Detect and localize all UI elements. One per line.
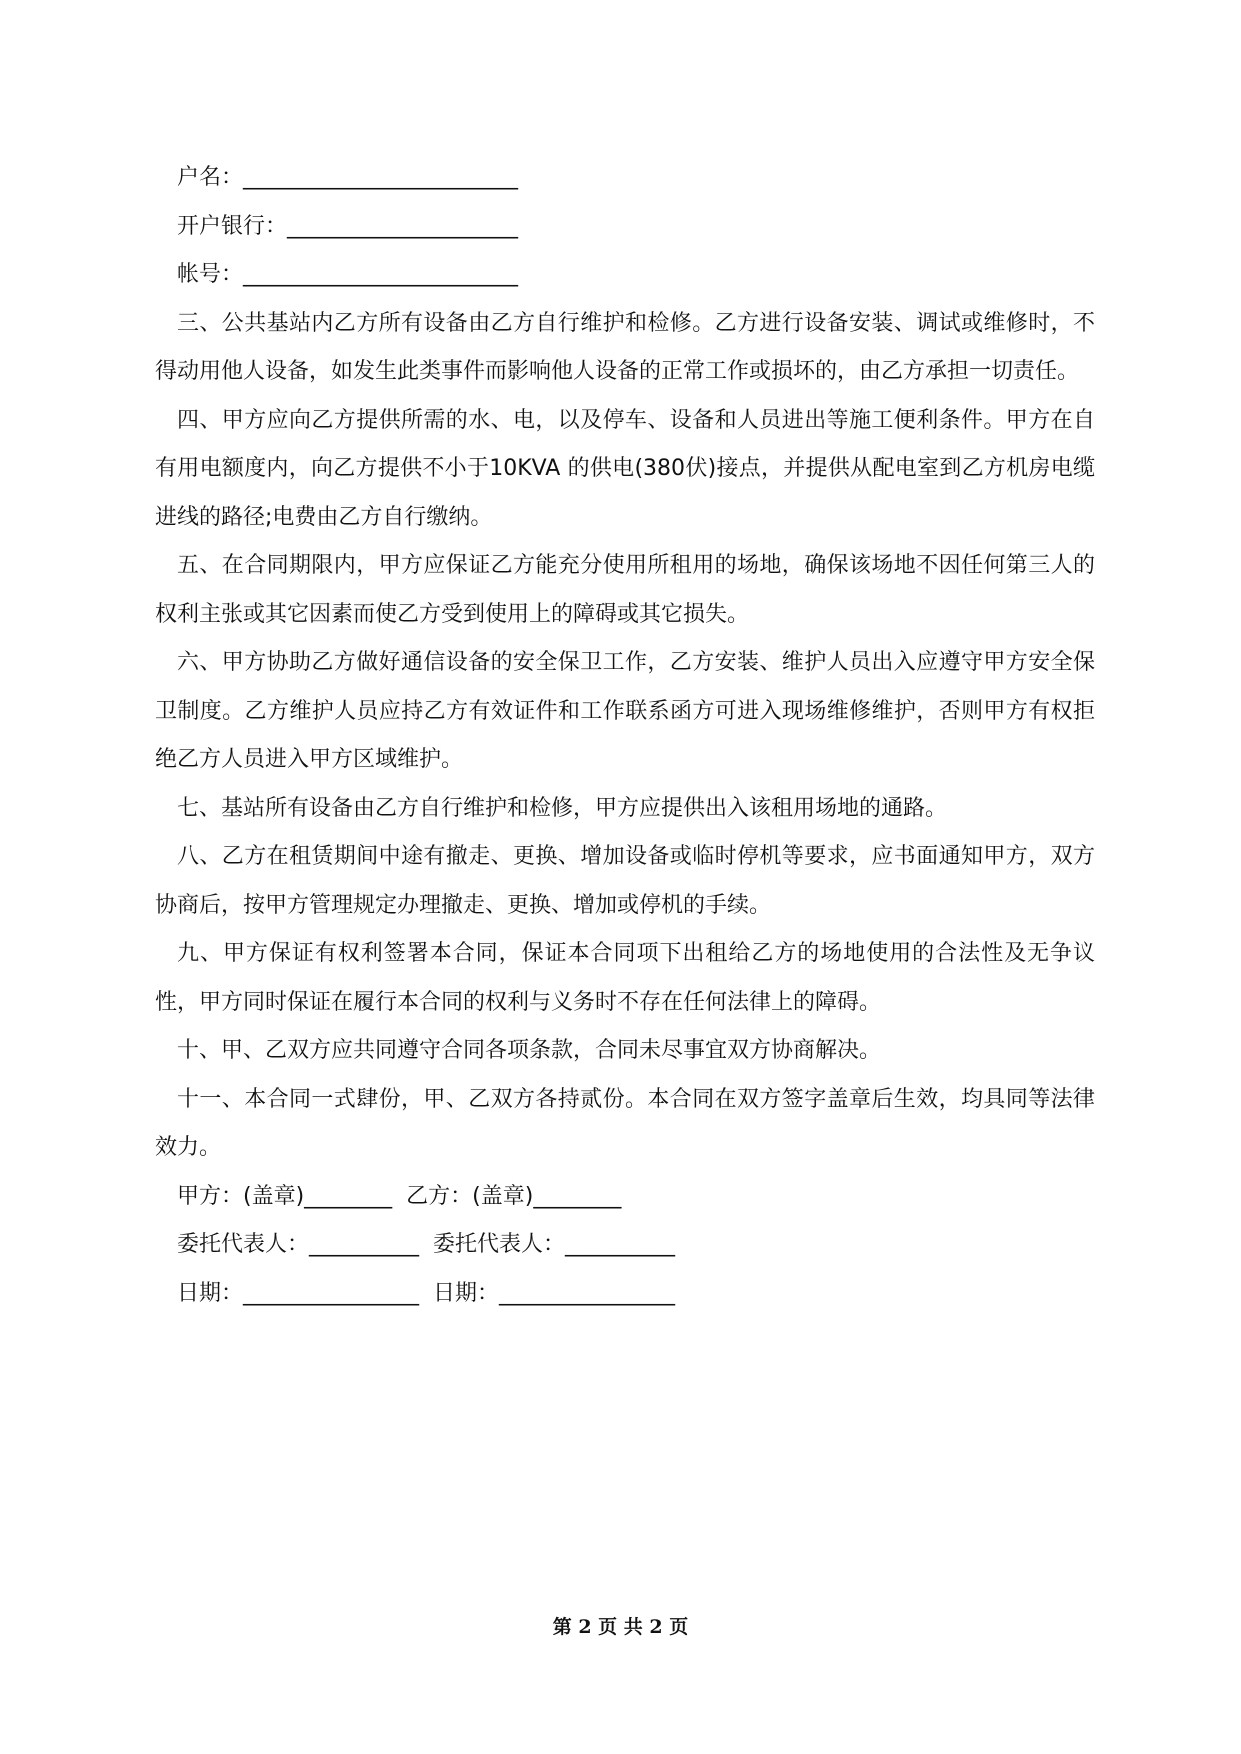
party-a-seal: 甲方：(盖章)________ [177,1183,393,1209]
party-b-date: 日期：________________ [433,1280,676,1306]
clause-3: 三、公共基站内乙方所有设备由乙方自行维护和检修。乙方进行设备安装、调试或维修时，不得动用他人设备，如发生此类事件而影响他人设备的正常工作或损坏的，由乙方承担一切责任。 [155,310,1095,384]
representative-row [155,1221,1095,1270]
party-b-seal: 乙方：(盖章)________ [406,1183,622,1209]
clause-8: 八、乙方在租赁期间中途有撤走、更换、增加设备或临时停机等要求，应书面通知甲方，双方协商后，按甲方管理规定办理撤走、更换、增加或停机的手续。 [155,844,1095,918]
party-b-representative: 委托代表人：__________ [433,1232,676,1257]
party-a-representative: 委托代表人：__________ [177,1232,420,1257]
bank-line: 开户银行：_____________________ [177,213,519,239]
clause-9: 九、甲方保证有权利签署本合同，保证本合同项下出租给乙方的场地使用的合法性及无争议性，甲方同时保证在履行本合同的权利与义务时不存在任何法律上的障碍。 [155,941,1095,1015]
seal-row [155,1173,1095,1222]
clause-7: 七、基站所有设备由乙方自行维护和检修，甲方应提供出入该租用场地的通路。 [177,795,948,821]
clause-5: 五、在合同期限内，甲方应保证乙方能充分使用所租用的场地，确保该场地不因任何第三人的权利主张或其它因素而使乙方受到使用上的障碍或其它损失。 [155,553,1095,627]
account-number-line: 帐号：_________________________ [177,262,519,287]
clause-10: 十、甲、乙双方应共同遵守合同各项条款，合同未尽事宜双方协商解决。 [177,1038,882,1063]
page-number-footer: 第 2 页 共 2 页 [552,1616,689,1638]
party-a-date: 日期：________________ [177,1280,420,1306]
clause-11: 十一、本合同一式肆份，甲、乙双方各持贰份。本合同在双方签字盖章后生效，均具同等法律效力。 [155,1086,1095,1160]
account-name-line: 户名：_________________________ [177,165,519,190]
contract-body [155,154,1095,1318]
clause-4: 四、甲方应向乙方提供所需的水、电，以及停车、设备和人员进出等施工便利条件。甲方在自有用电额度内，向乙方提供不小于10KVA 的供电(380伏)接点，并提供从配电室到乙方机房电缆进线的路径;电费由乙方自行缴纳。 [155,407,1095,530]
date-row [155,1270,1095,1319]
clause-6: 六、甲方协助乙方做好通信设备的安全保卫工作，乙方安装、维护人员出入应遵守甲方安全保卫制度。乙方维护人员应持乙方有效证件和工作联系函方可进入现场维修维护，否则甲方有权拒绝乙方人员进入甲方区域维护。 [155,650,1095,772]
